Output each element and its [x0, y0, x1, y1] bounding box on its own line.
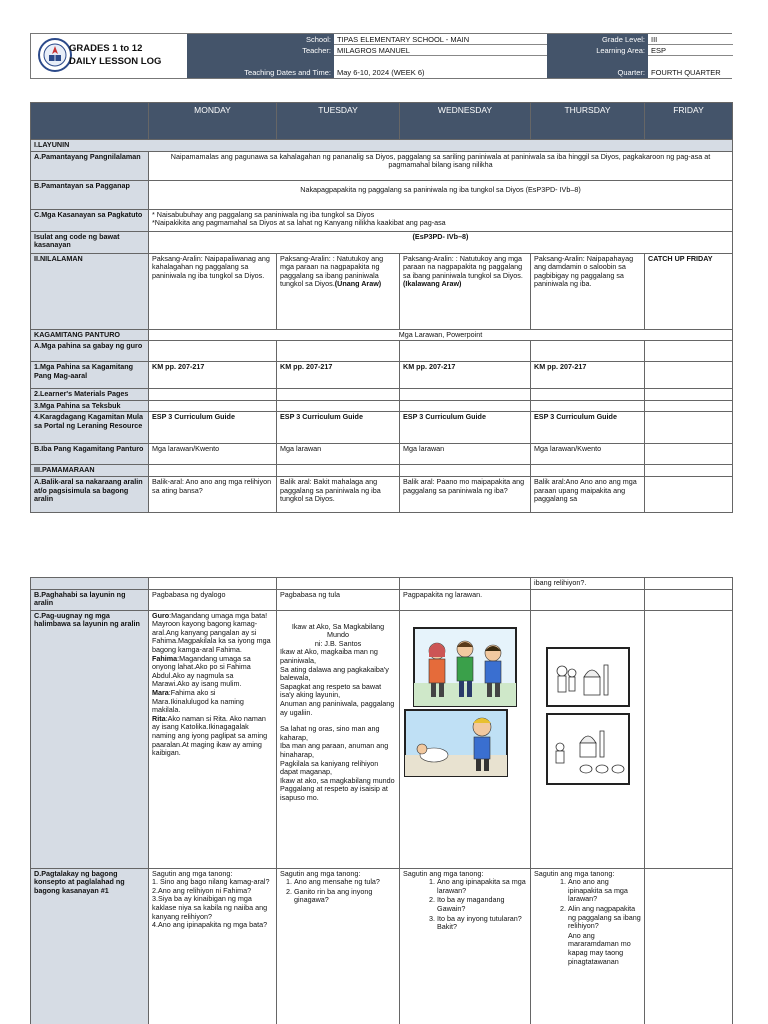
children-greeting-picture	[413, 627, 517, 707]
worship-group-picture	[546, 713, 630, 785]
balik-thursday: Balik aral:Ano Ano ano ang mga paraan upang maipakita ang paggalang sa	[531, 476, 645, 512]
document-title: GRADES 1 to 12 DAILY LESSON LOG	[69, 43, 162, 67]
school-value: TIPAS ELEMENTARY SCHOOL - MAIN	[334, 34, 547, 45]
pictures-thursday	[531, 610, 645, 868]
lesson-table-page2	[30, 577, 733, 1024]
grade-value: III	[648, 34, 733, 45]
section-layunin: I.LAYUNIN	[31, 140, 733, 152]
corner-cell	[31, 103, 149, 140]
balik-wednesday: Balik aral: Paano mo maipapakita ang paggalang sa paniniwala ng iba?	[400, 476, 531, 512]
day-thursday: THURSDAY	[531, 103, 645, 140]
lesson-log-header	[30, 33, 732, 79]
pamantayang-label: A.Pamantayang Pangnilalaman	[31, 151, 149, 180]
kasanayan-label: C.Mga Kasanayan sa Pagkatuto	[31, 209, 149, 231]
area-label: Learning Area:	[547, 45, 648, 56]
quarter-label: Quarter:	[547, 56, 648, 78]
dates-label: Teaching Dates and Time:	[187, 56, 334, 78]
dialogue-fahima: Fahima:Magandang umaga sa onyong lahat.Ako po si Fahima Abdul.Ako ay nagmula sa Marawi.Ako ay isang mulim.	[152, 653, 251, 689]
nilalaman-tuesday: Paksang-Aralin: : Natutukoy ang mga paraan na nagpapakita ng paggalang sa ibang paniniwala tungkol sa Diyos.(Unang Araw)	[277, 253, 400, 329]
iba-monday: Mga larawan/Kwento	[149, 444, 277, 465]
teacher-value: MILAGROS MANUEL	[334, 45, 547, 56]
paghahabi-label: B.Paghahabi sa layunin ng aralin	[31, 589, 149, 610]
pamamaraan-label: III.PAMAMARAAN	[31, 465, 149, 477]
portal-label: 4.Karagdagang Kagamitan Mula sa Portal ng Leraning Resource	[31, 412, 149, 444]
iba-tuesday: Mga larawan	[277, 444, 400, 465]
day-monday: MONDAY	[149, 103, 277, 140]
nilalaman-wednesday: Paksang-Aralin: : Natutukoy ang mga paraan na nagpapakita ng paggalang sa ibang paniniwala tungkol sa Diyos.(Ikalawang Araw)	[400, 253, 531, 329]
iba-wednesday: Mga larawan	[400, 444, 531, 465]
teacher-label: Teacher:	[187, 45, 334, 56]
poem-title: Ikaw at Ako, Sa Magkabilang Mundo	[291, 621, 385, 640]
questions-monday: Sagutin ang mga tanong: 1. Sino ang bago nilang kamag-aral? 2.Ano ang relihiyon ni Fahima? 3.Siya ba ay kinaibigan ng mga kaklase niya sa kabila ng naiiba ang kanyang relihiyon? 4.Ano ang ipinapakita ng mga bata?	[149, 868, 277, 1024]
nilalaman-label: II.NILALAMAN	[31, 253, 149, 329]
km-thursday: KM pp. 207-217	[531, 362, 645, 389]
lesson-table-page1	[30, 102, 733, 513]
iba-label: B.Iba Pang Kagamitang Panturo	[31, 444, 149, 465]
dialogue-mara: Mara:Fahima ako si Mara.Ikinalulugod ka naming makilala.	[152, 687, 244, 715]
poem-stanza-1: Ikaw at Ako, magkaiba man ng paniniwala, Sa ating dalawa ang pagkakaiba'y balewala, Sapagkat ang respeto sa bawat isa'y aking layunin, Anuman ang paniniwala, paggalang ay ugaliin.	[280, 647, 395, 717]
pagtalakay-label: D.Pagtalakay ng bagong konsepto at paglalahad ng bagong kasanayan #1	[31, 868, 149, 1024]
balik-monday: Balik-aral: Ano ano ang mga relihiyon sa ating bansa?	[149, 476, 277, 512]
nilalaman-monday: Paksang-Aralin: Naipapaliwanag ang kahalagahan ng paggalang sa paniniwala ng iba tungkol sa Diyos.	[149, 253, 277, 329]
day-friday: FRIDAY	[645, 103, 733, 140]
quarter-value: FOURTH QUARTER	[648, 56, 733, 78]
dates-value: May 6-10, 2024 (WEEK 6)	[334, 56, 547, 78]
kasanayan-value: * Naisabubuhay ang paggalang sa paniniwala ng iba tungkol sa Diyos *Naipakikita ang pagmamahal sa Diyos at sa lahat ng Kanyang nilikha kaakibat ang pag-asa	[149, 209, 733, 231]
kagamitan-label: KAGAMITANG PANTURO	[31, 329, 149, 341]
header-brand	[31, 34, 187, 78]
area-value: ESP	[648, 45, 733, 56]
poem-stanza-2: Sa lahat ng oras, sino man ang kaharap, Iba man ang paraan, anuman ang hinaharap, Pagkilala sa kaniyang relihiyon dapat maganap, Ikaw at ako, sa magkabilang mundo Paggalang at respeto ay isaisip at isapuso mo.	[280, 724, 395, 802]
km-monday: KM pp. 207-217	[149, 362, 277, 389]
poem-tuesday	[277, 610, 400, 868]
nilalaman-friday: CATCH UP FRIDAY	[645, 253, 733, 329]
teksbuk-label: 3.Mga Pahina sa Teksbuk	[31, 400, 149, 412]
km-wednesday: KM pp. 207-217	[400, 362, 531, 389]
day-tuesday: TUESDAY	[277, 103, 400, 140]
iba-thursday: Mga larawan/Kwento	[531, 444, 645, 465]
balik-tuesday: Balik aral: Bakit mahalaga ang paggalang sa paniniwala ng iba tungkol sa Diyos.	[277, 476, 400, 512]
lm-label: 2.Learner's Materials Pages	[31, 389, 149, 401]
pamantayang-value: Naipamamalas ang pagunawa sa kahalagahan ng pananalig sa Diyos, paggalang sa sariling paniniwala at paniniwala sa iba hinggil sa Diyos, pagkakaroon ng pag-asa at pagmamahal bilang isang nilikha	[149, 151, 733, 180]
kagamitan-pang-label: 1.Mga Pahina sa Kagamitang Pang Mag-aaral	[31, 362, 149, 389]
dialogue-monday	[149, 610, 277, 868]
questions-wednesday: Sagutin ang mga tanong: 1. Ano ang ipinapakita sa mga larawan? 2. Ito ba ay magandang Gawain? 3. Ito ba ay inyong tutularan?Bakit?	[400, 868, 531, 1024]
curriculum-wednesday: ESP 3 Curriculum Guide	[400, 412, 531, 444]
curriculum-tuesday: ESP 3 Curriculum Guide	[277, 412, 400, 444]
school-label: School:	[187, 34, 334, 45]
dialogue-guro: Guro:Magandang umaga mga bata! Mayroon kayong bagong kamag-aral.Ang kanyang pangalan ay si Fahima.Magpakilala ka sa iyong mga bagong kamga-aral Fahima.	[152, 610, 271, 654]
curriculum-monday: ESP 3 Curriculum Guide	[149, 412, 277, 444]
thursday-continued: ibang relihiyon?.	[531, 578, 645, 590]
paghahabi-wednesday: Pagpapakita ng larawan.	[400, 589, 531, 610]
day-wednesday: WEDNESDAY	[400, 103, 531, 140]
dialogue-rita: Rita:Ako naman si Rita. Ako naman ay isang Katolika.Ikinagagalak naming ang iyong paglipat sa aming paaralan.At maging ikaw ay aming kaibigan.	[152, 713, 268, 758]
uugnay-label: C.Pag-uugnay ng mga halimbawa sa layunin ng aralin	[31, 610, 149, 868]
curriculum-thursday: ESP 3 Curriculum Guide	[531, 412, 645, 444]
deped-seal-icon	[37, 37, 73, 73]
km-tuesday: KM pp. 207-217	[277, 362, 400, 389]
nilalaman-thursday: Paksang-Aralin: Naipapahayag ang damdamin o saloobin sa pagbibigay ng paggalang sa paniniwala ng iba.	[531, 253, 645, 329]
grade-label: Grade Level:	[547, 34, 648, 45]
pagganap-label: B.Pamantayan sa Pagganap	[31, 180, 149, 209]
questions-tuesday: Sagutin ang mga tanong: 1. Ano ang mensahe ng tula? 2. Ganito rin ba ang inyong ginagawa?	[277, 868, 400, 1024]
header-class-info	[547, 34, 733, 78]
code-label: Isulat ang code ng bawat kasanayan	[31, 231, 149, 253]
gabay-label: A.Mga pahina sa gabay ng guro	[31, 341, 149, 362]
poem-author: ni: J.B. Santos	[314, 638, 362, 648]
paghahabi-tuesday: Pagbabasa ng tula	[277, 589, 400, 610]
kagamitan-value: Mga Larawan, Powerpoint	[149, 329, 733, 341]
mosque-scene-picture	[546, 647, 630, 707]
pagganap-value: Nakapagpapakita ng paggalang sa paniniwala ng iba tungkol sa Diyos (EsP3PD- IVb–8)	[149, 180, 733, 209]
paghahabi-monday: Pagbabasa ng dyalogo	[149, 589, 277, 610]
header-school-info	[187, 34, 577, 78]
child-laughing-picture	[404, 709, 508, 777]
pictures-wednesday	[400, 610, 531, 868]
questions-thursday: Sagutin ang mga tanong: 1. Ano ano ang ipinapakita sa mga larawan? 2. Alin ang nagpapakita ng paggalang sa ibang relihiyon? Ano ang mararamdaman mo kapag may taong pinagtatawanan	[531, 868, 645, 1024]
code-value: (EsP3PD- IVb–8)	[149, 231, 733, 253]
balik-label: A.Balik-aral sa nakaraang aralin at/o pagsisimula sa bagong aralin	[31, 476, 149, 512]
